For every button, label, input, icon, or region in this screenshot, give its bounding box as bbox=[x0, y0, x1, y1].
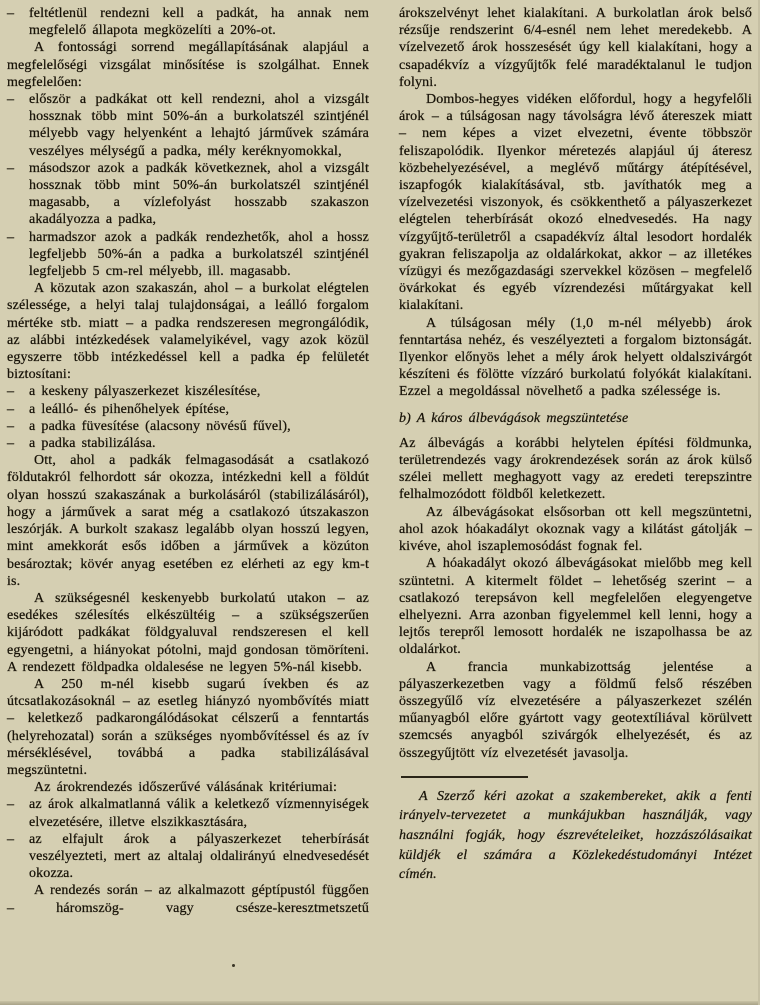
paragraph: árokszelvényt lehet kialakítani. A burkolatlan árok belső rézsűje rendszerint 6/4-esnél nem lehet meredekebb. A vízelvezető árok hosszesését úgy kell kialakítani, hogy a csapadékvíz a vízgyűjtők felé maradéktalanul le tudjon folyni. bbox=[399, 6, 752, 90]
list-item-text: a leálló- és pihenőhelyek építése, bbox=[29, 401, 230, 417]
list-item bbox=[7, 435, 369, 452]
list-item-text: harmadszor azok a padkák rendezhetők, ahol a hossz legfeljebb 50%-án a padka a burkolatszél szintjénél legfeljebb 5 cm-rel mélyebb, ill. magasabb. bbox=[29, 229, 369, 280]
column-left bbox=[7, 5, 369, 917]
paragraph: A hóakadályt okozó álbevágásokat mielőbb meg kell szüntetni. A kitermelt földet – lehetőség szerint – a csatlakozó terepsávon kell megfelelően elegyengetve elhelyezni. Arra azonban figyelemmel kell lenni, hogy a lejtős terepről lemosott hordalék ne iszapolhassa be az oldalárkot. bbox=[399, 556, 752, 658]
dash-marker: – bbox=[7, 160, 15, 176]
list-item-text: a padka füvesítése (alacsony növésű fűvel), bbox=[29, 418, 291, 434]
list-item bbox=[7, 401, 369, 418]
paragraph: A 250 m-nél kisebb sugarú ívekben és az útcsatlakozásoknál – az esetleg hiányzó nyombővítés miatt – keletkező padkarongálódásokat célszerű a fenntartás (helyrehozatal) során a szükséges nyombővítéssel és az ív mérséklésével, továbbá a padka stabilizálásával megszüntetni. bbox=[7, 676, 369, 778]
dash-marker: – bbox=[7, 384, 15, 400]
list-item-text: először a padkákat ott kell rendezni, ahol a vizsgált hossznak több mint 50%-án a burkolatszél szintjénél mélyebb vagy helyenként a lehajtó járművek számára veszélyes mélységű a padka, mély keréknyomokkal, bbox=[29, 92, 369, 159]
dash-marker: – bbox=[7, 418, 15, 434]
list-item-text: az árok alkalmatlanná válik a keletkező vízmennyiségek elvezetésére, illetve elszikkasztására, bbox=[29, 797, 369, 830]
list-item-text: feltétlenül rendezni kell a padkát, ha annak nem megfelelő állapota megközelíti a 20%-ot. bbox=[29, 6, 369, 39]
list-item bbox=[7, 418, 369, 435]
dash-marker: – bbox=[7, 436, 15, 452]
dash-marker: – bbox=[7, 6, 15, 21]
paragraph: Ott, ahol a padkák felmagasodását a csatlakozó földutakról felhordott sár okozza, intézkedni kell a földút olyan hosszú szakaszának a burkolásáról (stabilizálásáról), hogy a járművek a sarat még a csatlakozó útszakaszon leszórják. A burkolt szakasz legalább olyan hosszú legyen, mint amekkorát esős időben a járművek a közúton besároztak; kövér anyag esetében ez elérheti az egy km-t is. bbox=[7, 453, 369, 589]
list-item-text: a keskeny pályaszerkezet kiszélesítése, bbox=[29, 384, 261, 400]
list-item bbox=[7, 5, 369, 39]
paragraph: Az álbevágásokat elsősorban ott kell megszüntetni, ahol azok hóakadályt okoznak vagy a kilátást gátolják – kivéve, ahol iszaplemosódást fognak fel. bbox=[399, 504, 752, 555]
paragraph: A szükségesnél keskenyebb burkolatú utakon – az esedékes szélesítés elkészültéig – a szükségszerűen kijáródott padkákat földgyaluval rendszeresen el kell egyengetni, a hiányokat pótolni, majd gondosan tömöríteni. A rendezett földpadka oldalesése ne legyen 5%-nál kisebb. bbox=[7, 590, 369, 675]
list-item bbox=[7, 796, 369, 830]
list-item bbox=[7, 229, 369, 281]
dash-marker: – bbox=[7, 797, 15, 813]
paragraph: A fontossági sorrend megállapításának alapjául a megfelelőségi vizsgálat minősítése is szolgálhat. Ennek megfelelően: bbox=[7, 40, 369, 90]
list-item bbox=[7, 383, 369, 400]
list-item bbox=[7, 831, 369, 883]
paragraph: A túlságosan mély (1,0 m-nél mélyebb) árok fenntartása nehéz, és veszélyezteti a forgalom biztonságát. Ilyenkor előnyös lehet a mély árok helyett oldalszivárgót készíteni és fölötte vízzáró burkolatú folyókát kialakítani. Ezzel a megoldással növelhető a padka szélessége is. bbox=[399, 315, 752, 400]
dash-marker: – bbox=[7, 229, 15, 245]
page-bottom-scan-edge bbox=[0, 1001, 760, 1005]
list-item bbox=[7, 160, 369, 229]
section-heading: b) A káros álbevágások megszüntetése bbox=[399, 410, 629, 426]
list-item bbox=[7, 91, 369, 160]
paragraph: A közutak azon szakaszán, ahol – a burkolat elégtelen szélessége, a helyi talaj tulajdonságai, a leálló forgalom mértéke stb. miatt – a padka rendszeresen megrongálódik, az alábbi intézkedések valamelyikével, vagy azok közül egyszerre több intézkedéssel kell a padka ép felületét biztosítani: bbox=[7, 281, 369, 383]
dash-marker: – bbox=[7, 831, 15, 847]
footnote-rule bbox=[401, 776, 528, 778]
scan-artifact-dot bbox=[232, 964, 235, 967]
footnote-text: A Szerző kéri azokat a szakembereket, akik a fenti irányelv-tervezetet a munkájukban használják, vagy használni fogják, hogy észrevételeiket, hozzászólásaikat küldjék el számára a Közlekedéstudományi Intézet címén. bbox=[399, 788, 752, 883]
dash-marker: – bbox=[7, 401, 15, 417]
paragraph: A francia munkabizottság jelentése a pályaszerkezetben vagy a földmű felső részében összegyűlő víz elvezetésére a pályaszerkezet szélén műanyagból előre gyártott vagy geotextíliával körülvett szemcsés anyagból szivárgók elhelyezését, és az összegyűjtött víz elvezetését javasolja. bbox=[399, 659, 752, 761]
list-item-text: a padka stabilizálása. bbox=[29, 436, 156, 452]
list-item-text: másodszor azok a padkák következnek, ahol a vizsgált hossznak több mint 50%-án burkolatszél szintjénél magasabb, a vízlefolyást hosszabb szakaszon akadályozza a padka, bbox=[29, 160, 369, 228]
list-item-text: az elfajult árok a pályaszerkezet teherbírását veszélyezteti, mert az altalaj oldalirányú elnedvesedését okozza. bbox=[29, 831, 369, 882]
dash-marker: – bbox=[7, 92, 15, 108]
paragraph: Az árokrendezés időszerűvé válásának kritériumai: bbox=[34, 780, 338, 796]
footnote bbox=[399, 776, 752, 885]
paragraph: Dombos-hegyes vidéken előfordul, hogy a hegyfelőli árok – a túlságosan nagy távolságra lévő átereszek miatt – nem képes a vizet elvezetni, évente többször feliszapolódik. Ilyenkor méretezés alapjául új áteresz közbehelyezésével, a meglévő műtárgy átépítésével, iszapfogók kialakításával, stb. javíthatók meg a vízelvezetési viszonyok, és csökkenthető a pályaszerkezet elégtelen teherbírását okozó elnedvesedés. Ha nagy vízgyűjtő-területről a csapadékvíz által lesodort hordalék gyakran feliszapolja az oldalárkokat, akkor – az illetékes vízügyi és mezőgazdasági szervekkel közösen – megfelelő övárkokat és egyéb vízrendezési műtárgyakat kell kialakítani. bbox=[399, 92, 752, 314]
column-right bbox=[399, 5, 752, 885]
paragraph: Az álbevágás a korábbi helytelen építési földmunka, területrendezés vagy árokrendezések során az árok külső szélei mellett meghagyott vagy az eredeti terepszintre felhalmozódott földből keletkezett. bbox=[399, 435, 752, 503]
paragraph: A rendezés során – az alkalmazott géptípustól függően – háromszög- vagy csésze-keresztmetszetű bbox=[7, 883, 369, 916]
